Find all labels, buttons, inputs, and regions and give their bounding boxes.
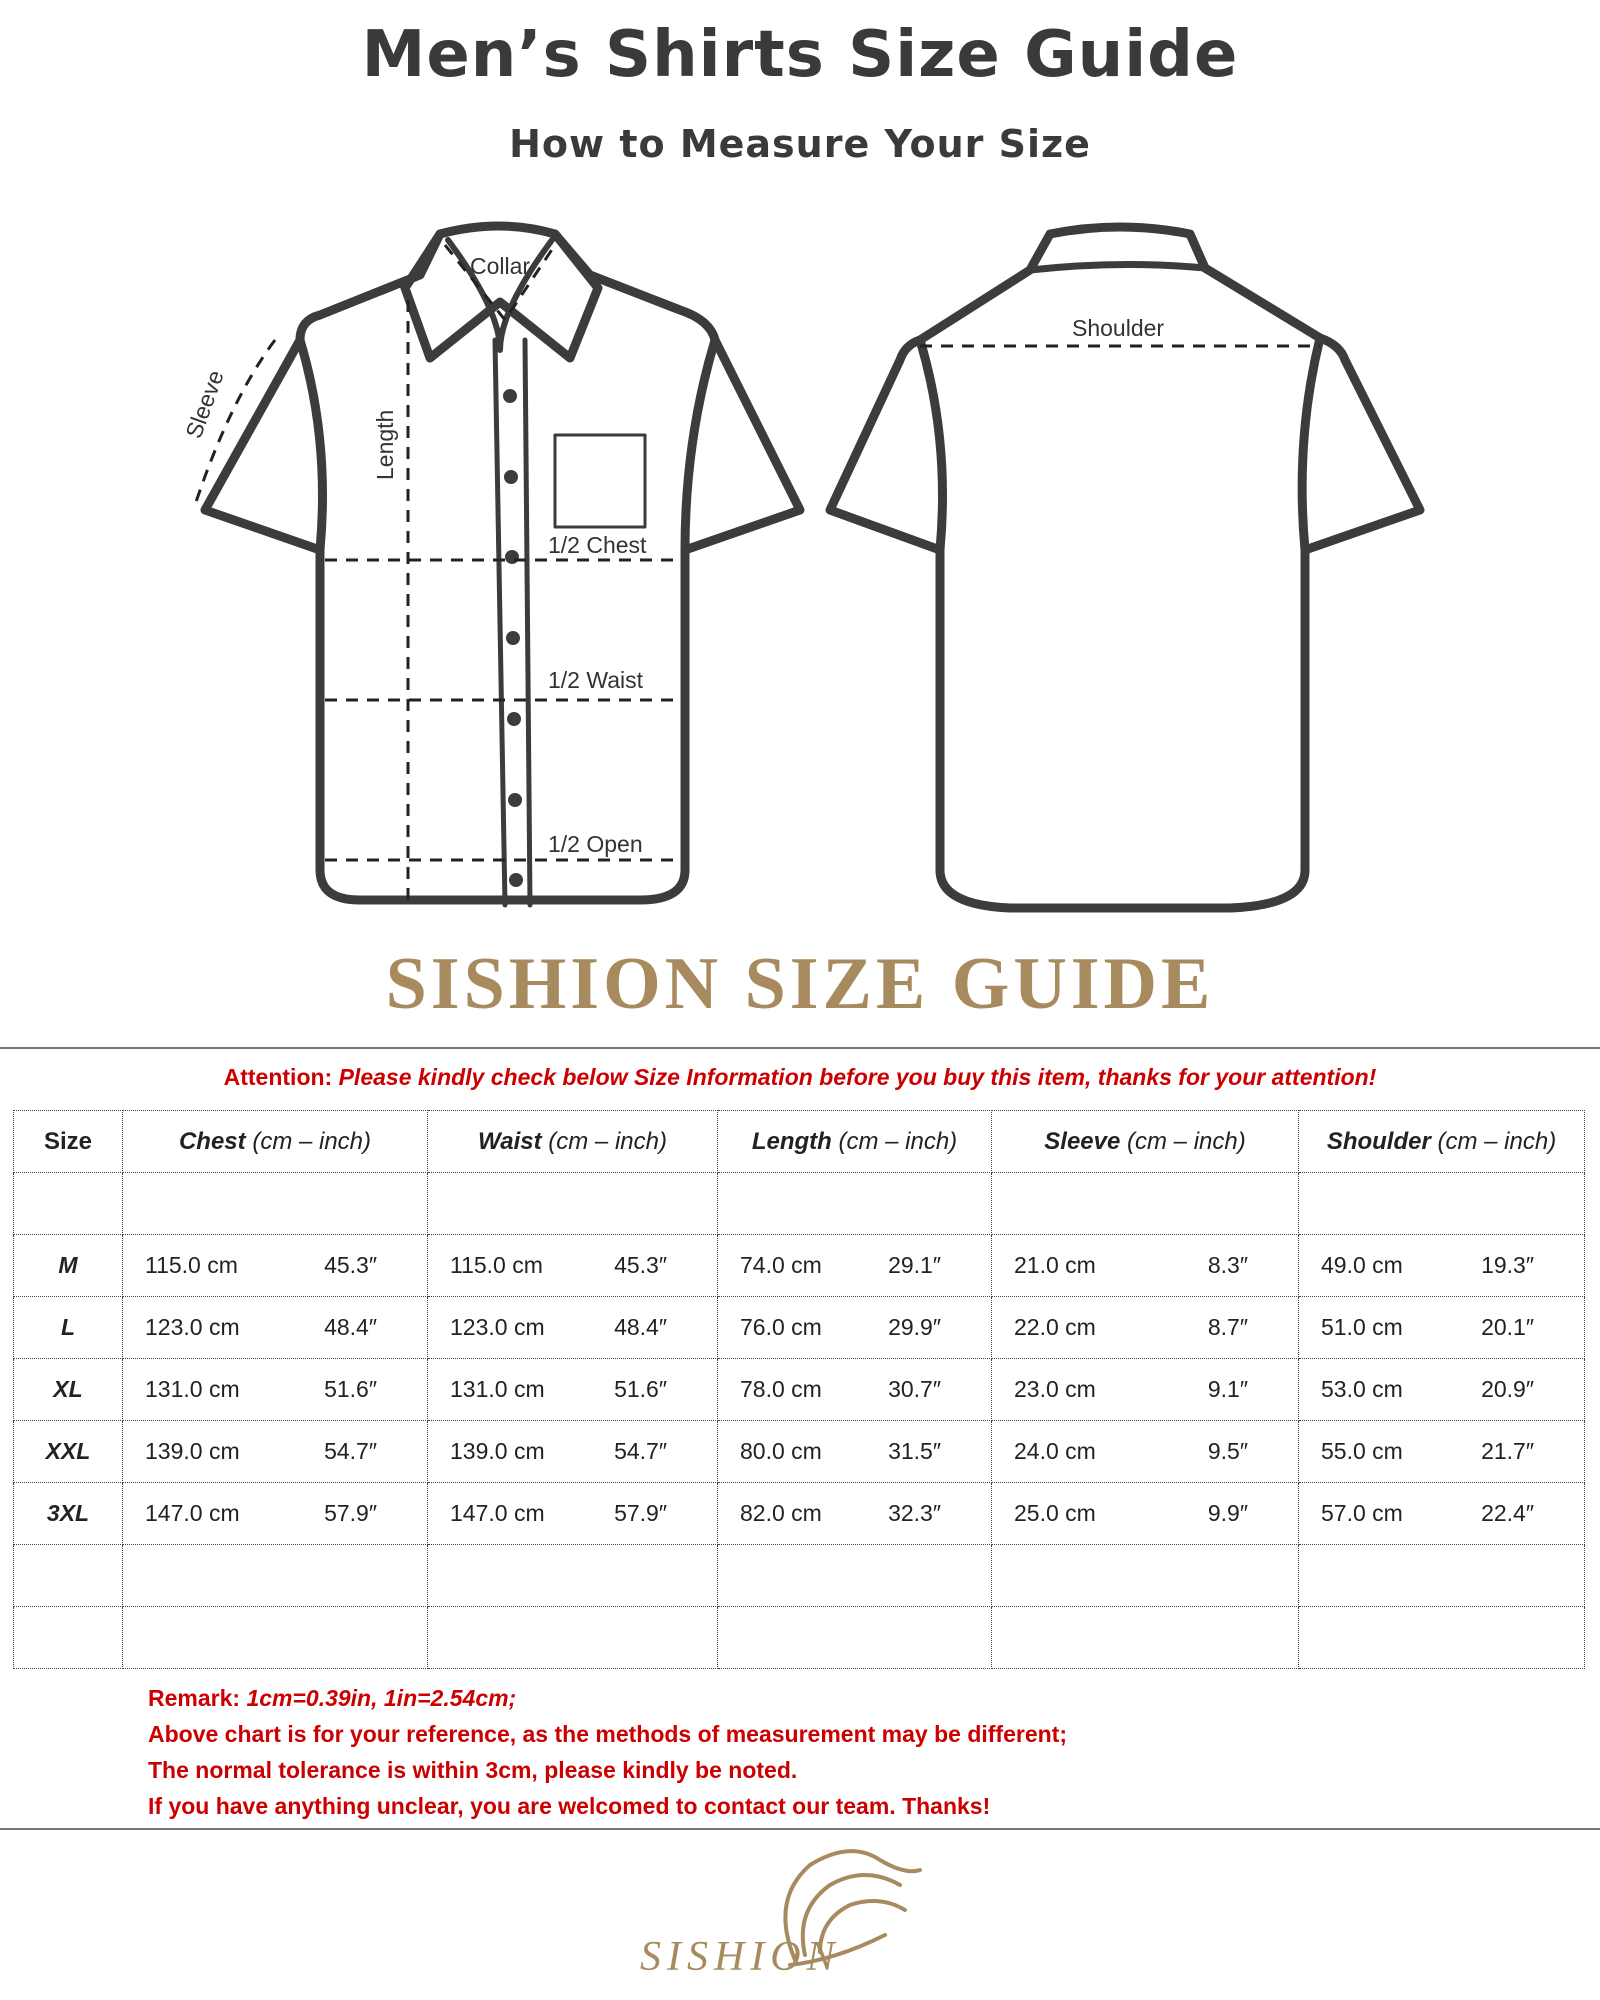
- size-cell: XL: [14, 1359, 123, 1421]
- measure-cell: [718, 1359, 992, 1421]
- measure-cell: [992, 1359, 1299, 1421]
- empty-cell: [123, 1545, 428, 1607]
- value-cm: 80.0 cm: [740, 1438, 822, 1464]
- value-cm: 123.0 cm: [145, 1314, 240, 1340]
- value-cm: 131.0 cm: [450, 1376, 545, 1402]
- table-header-row: [14, 1111, 1585, 1173]
- value-cm: 115.0 cm: [450, 1252, 543, 1278]
- table-row: [14, 1359, 1585, 1421]
- label-length: Length: [372, 409, 398, 480]
- value-inch: 20.1″: [1481, 1314, 1534, 1340]
- measure-cell: [992, 1483, 1299, 1545]
- size-cell: XXL: [14, 1421, 123, 1483]
- value-inch: 45.3″: [614, 1252, 667, 1278]
- value-inch: 48.4″: [614, 1314, 667, 1340]
- page-subtitle: How to Measure Your Size: [509, 122, 1091, 166]
- sishion-logo: [620, 1840, 980, 1990]
- remark-line-3: If you have anything unclear, you are welcomed to contact our team. Thanks!: [148, 1793, 991, 1819]
- value-inch: 31.5″: [888, 1438, 941, 1464]
- value-inch: 21.7″: [1481, 1438, 1534, 1464]
- value-inch: 20.9″: [1481, 1376, 1534, 1402]
- label-chest: 1/2 Chest: [548, 532, 647, 558]
- front-measure-lines: [195, 245, 680, 900]
- value-cm: 55.0 cm: [1321, 1438, 1403, 1464]
- value-cm: 76.0 cm: [740, 1314, 822, 1340]
- value-inch: 19.3″: [1481, 1252, 1534, 1278]
- page-title: Men’s Shirts Size Guide: [361, 18, 1239, 92]
- value-cm: 25.0 cm: [1014, 1500, 1096, 1526]
- value-inch: 8.7″: [1207, 1314, 1248, 1340]
- attention-notice: [0, 1064, 1600, 1091]
- remark-formula-line: [148, 1680, 1067, 1716]
- header-length: Length (cm – inch): [718, 1111, 992, 1173]
- measure-cell: [1299, 1421, 1585, 1483]
- logo-wordmark: SISHION: [640, 1934, 841, 1980]
- value-cm: 74.0 cm: [740, 1252, 822, 1278]
- measure-cell: [428, 1359, 718, 1421]
- measure-cell: [1299, 1235, 1585, 1297]
- value-inch: 29.1″: [888, 1252, 941, 1278]
- empty-cell: [14, 1545, 123, 1607]
- shirt-measurement-diagram: [0, 210, 1600, 930]
- table-row: [14, 1421, 1585, 1483]
- measure-cell: [718, 1483, 992, 1545]
- value-inch: 22.4″: [1481, 1500, 1534, 1526]
- label-shoulder: Shoulder: [1072, 315, 1165, 341]
- value-cm: 78.0 cm: [740, 1376, 822, 1402]
- measure-cell: [428, 1235, 718, 1297]
- value-cm: 49.0 cm: [1321, 1252, 1403, 1278]
- value-cm: 147.0 cm: [450, 1500, 545, 1526]
- value-cm: 123.0 cm: [450, 1314, 545, 1340]
- table-row: [14, 1235, 1585, 1297]
- value-cm: 131.0 cm: [145, 1376, 240, 1402]
- header-waist: Waist (cm – inch): [428, 1111, 718, 1173]
- value-inch: 9.5″: [1207, 1438, 1248, 1464]
- value-cm: 82.0 cm: [740, 1500, 822, 1526]
- measure-cell: [1299, 1297, 1585, 1359]
- empty-cell: [992, 1545, 1299, 1607]
- table-row-empty: [14, 1173, 1585, 1235]
- measure-cell: [718, 1235, 992, 1297]
- value-inch: 57.9″: [614, 1500, 667, 1526]
- remark-line-2: The normal tolerance is within 3cm, please kindly be noted.: [148, 1757, 798, 1783]
- value-cm: 139.0 cm: [145, 1438, 240, 1464]
- value-inch: 48.4″: [324, 1314, 377, 1340]
- value-inch: 45.3″: [324, 1252, 377, 1278]
- value-cm: 23.0 cm: [1014, 1376, 1096, 1402]
- label-collar: Collar: [470, 253, 531, 279]
- measure-cell: [123, 1421, 428, 1483]
- label-waist: 1/2 Waist: [548, 667, 644, 693]
- measure-cell: [123, 1235, 428, 1297]
- measure-cell: [718, 1421, 992, 1483]
- brand-size-guide-banner: SISHION SIZE GUIDE: [385, 943, 1215, 1025]
- measure-cell: [1299, 1483, 1585, 1545]
- table-row-empty: [14, 1607, 1585, 1669]
- measure-cell: [992, 1297, 1299, 1359]
- empty-cell: [718, 1607, 992, 1669]
- measure-cell: [992, 1421, 1299, 1483]
- value-cm: 53.0 cm: [1321, 1376, 1403, 1402]
- measure-cell: [718, 1297, 992, 1359]
- label-sleeve: Sleeve: [180, 366, 229, 442]
- measure-cell: [123, 1359, 428, 1421]
- attention-label: Attention:: [223, 1064, 333, 1090]
- measure-cell: [123, 1483, 428, 1545]
- value-inch: 9.1″: [1207, 1376, 1248, 1402]
- value-inch: 54.7″: [324, 1438, 377, 1464]
- table-row-empty: [14, 1545, 1585, 1607]
- empty-cell: [1299, 1545, 1585, 1607]
- value-inch: 8.3″: [1207, 1252, 1248, 1278]
- measure-cell: [428, 1297, 718, 1359]
- measure-cell: [992, 1235, 1299, 1297]
- empty-cell: [428, 1607, 718, 1669]
- empty-cell: [718, 1545, 992, 1607]
- size-table: [13, 1110, 1585, 1669]
- remark-line-1: Above chart is for your reference, as the methods of measurement may be different;: [148, 1721, 1067, 1747]
- value-cm: 147.0 cm: [145, 1500, 240, 1526]
- header-shoulder: Shoulder (cm – inch): [1299, 1111, 1585, 1173]
- size-cell: L: [14, 1297, 123, 1359]
- header-chest: Chest (cm – inch): [123, 1111, 428, 1173]
- value-inch: 32.3″: [888, 1500, 941, 1526]
- empty-cell: [14, 1607, 123, 1669]
- value-cm: 22.0 cm: [1014, 1314, 1096, 1340]
- header-sleeve: Sleeve (cm – inch): [992, 1111, 1299, 1173]
- value-inch: 57.9″: [324, 1500, 377, 1526]
- value-cm: 139.0 cm: [450, 1438, 545, 1464]
- value-inch: 54.7″: [614, 1438, 667, 1464]
- value-cm: 24.0 cm: [1014, 1438, 1096, 1464]
- header-size: Size: [14, 1111, 123, 1173]
- remark-block: [148, 1680, 1067, 1824]
- empty-cell: [1299, 1607, 1585, 1669]
- value-cm: 51.0 cm: [1321, 1314, 1403, 1340]
- remark-label: Remark:: [148, 1685, 241, 1711]
- empty-cell: [428, 1545, 718, 1607]
- divider-top: [0, 1047, 1600, 1049]
- table-row: [14, 1483, 1585, 1545]
- value-cm: 115.0 cm: [145, 1252, 238, 1278]
- value-inch: 51.6″: [614, 1376, 667, 1402]
- measure-cell: [1299, 1359, 1585, 1421]
- value-inch: 9.9″: [1207, 1500, 1248, 1526]
- value-cm: 21.0 cm: [1014, 1252, 1096, 1278]
- value-inch: 30.7″: [888, 1376, 941, 1402]
- empty-cell: [123, 1607, 428, 1669]
- divider-bottom: [0, 1828, 1600, 1830]
- measure-cell: [428, 1421, 718, 1483]
- front-buttons: [503, 389, 523, 887]
- front-shirt: [205, 226, 800, 905]
- empty-cell: [992, 1607, 1299, 1669]
- size-cell: 3XL: [14, 1483, 123, 1545]
- measure-cell: [123, 1297, 428, 1359]
- value-inch: 51.6″: [324, 1376, 377, 1402]
- label-open: 1/2 Open: [548, 831, 643, 857]
- size-cell: M: [14, 1235, 123, 1297]
- value-inch: 29.9″: [888, 1314, 941, 1340]
- value-cm: 57.0 cm: [1321, 1500, 1403, 1526]
- table-row: [14, 1297, 1585, 1359]
- measure-cell: [428, 1483, 718, 1545]
- remark-formula: 1cm=0.39in, 1in=2.54cm;: [246, 1685, 517, 1711]
- attention-message: Please kindly check below Size Information before you buy this item, thanks for your attention!: [338, 1064, 1377, 1090]
